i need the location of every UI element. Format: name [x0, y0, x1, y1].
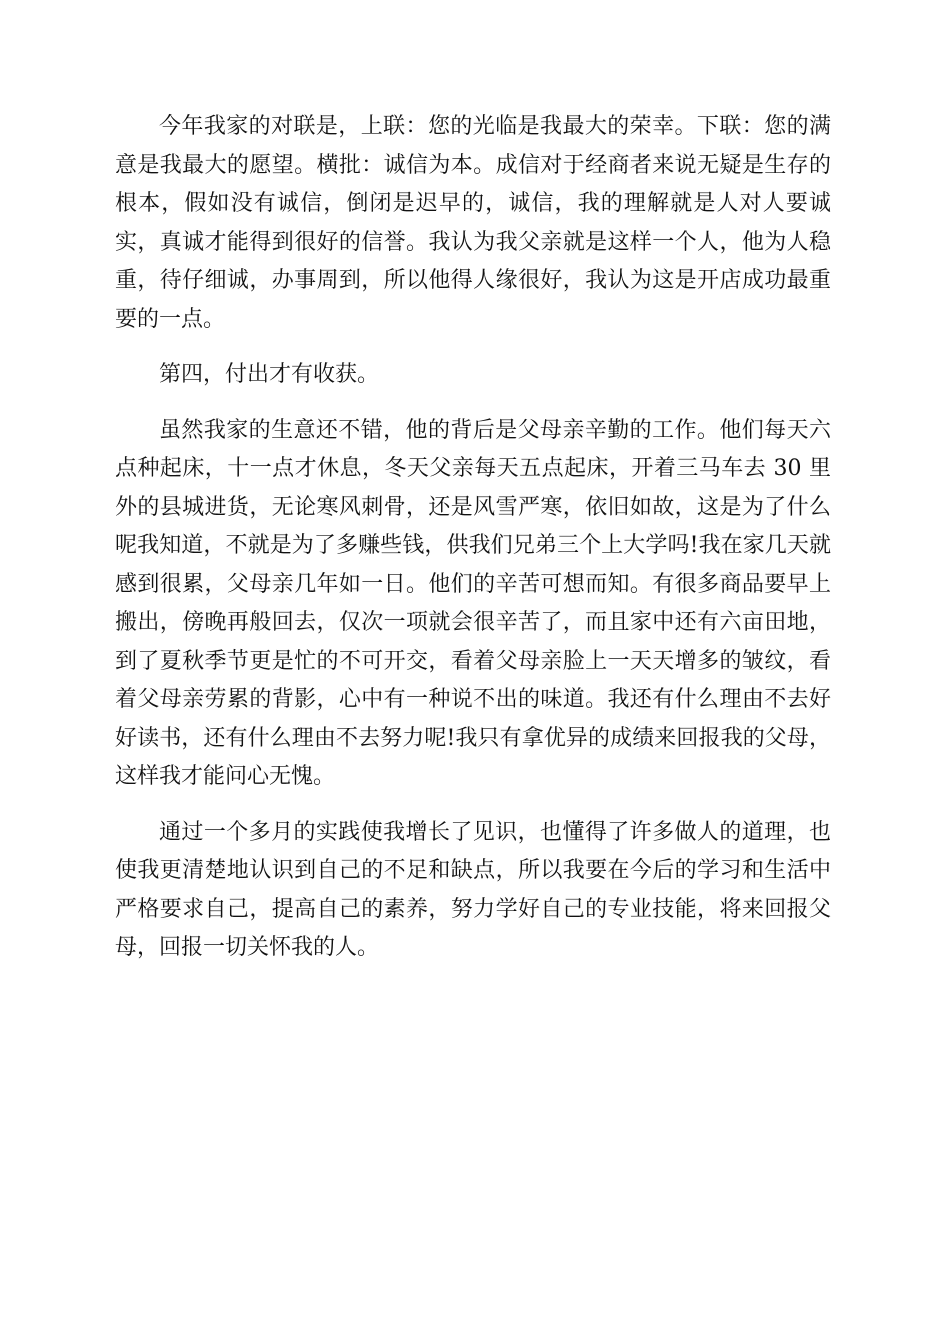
paragraph-couplet: 今年我家的对联是，上联：您的光临是我最大的荣幸。下联：您的满意是我最大的愿望。横批：诚信为本。成信对于经商者来说无疑是生存的根本，假如没有诚信，倒闭是迟早的，诚信，我的理解就是人对人要诚实，真诚才能得到很好的信誉。我认为我父亲就是这样一个人，他为人稳重，待仔细诚，办事周到，所以他得人缘很好，我认为这是开店成功最重要的一点。: [115, 114, 831, 332]
document-body: [115, 108, 831, 968]
paragraph-parents-work: 虽然我家的生意还不错，他的背后是父母亲辛勤的工作。他们每天六点种起床，十一点才休息，冬天父亲每天五点起床，开着三马车去 30 里外的县城进货，无论寒风刺骨，还是风雪严寒，依旧如故，这是为了什么呢我知道，不就是为了多赚些钱，供我们兄弟三个上大学吗!我在家几天就感到很累，父母亲几年如一日。他们的辛苦可想而知。有很多商品要早上搬出，傍晚再般回去，仅次一项就会很辛苦了，而且家中还有六亩田地，到了夏秋季节更是忙的不可开交，看着父母亲脸上一天天增多的皱纹，看着父母亲劳累的背影，心中有一种说不出的味道。我还有什么理由不去好好读书，还有什么理由不去努力呢!我只有拿优异的成绩来回报我的父母，这样我才能问心无愧。: [115, 417, 831, 789]
paragraph-conclusion: 通过一个多月的实践使我增长了见识，也懂得了许多做人的道理，也使我更清楚地认识到自己的不足和缺点，所以我要在今后的学习和生活中严格要求自己，提高自己的素养，努力学好自己的专业技能，将来回报父母，回报一切关怀我的人。: [115, 819, 831, 960]
paragraph-section-four-heading: 第四，付出才有收获。: [159, 362, 380, 387]
